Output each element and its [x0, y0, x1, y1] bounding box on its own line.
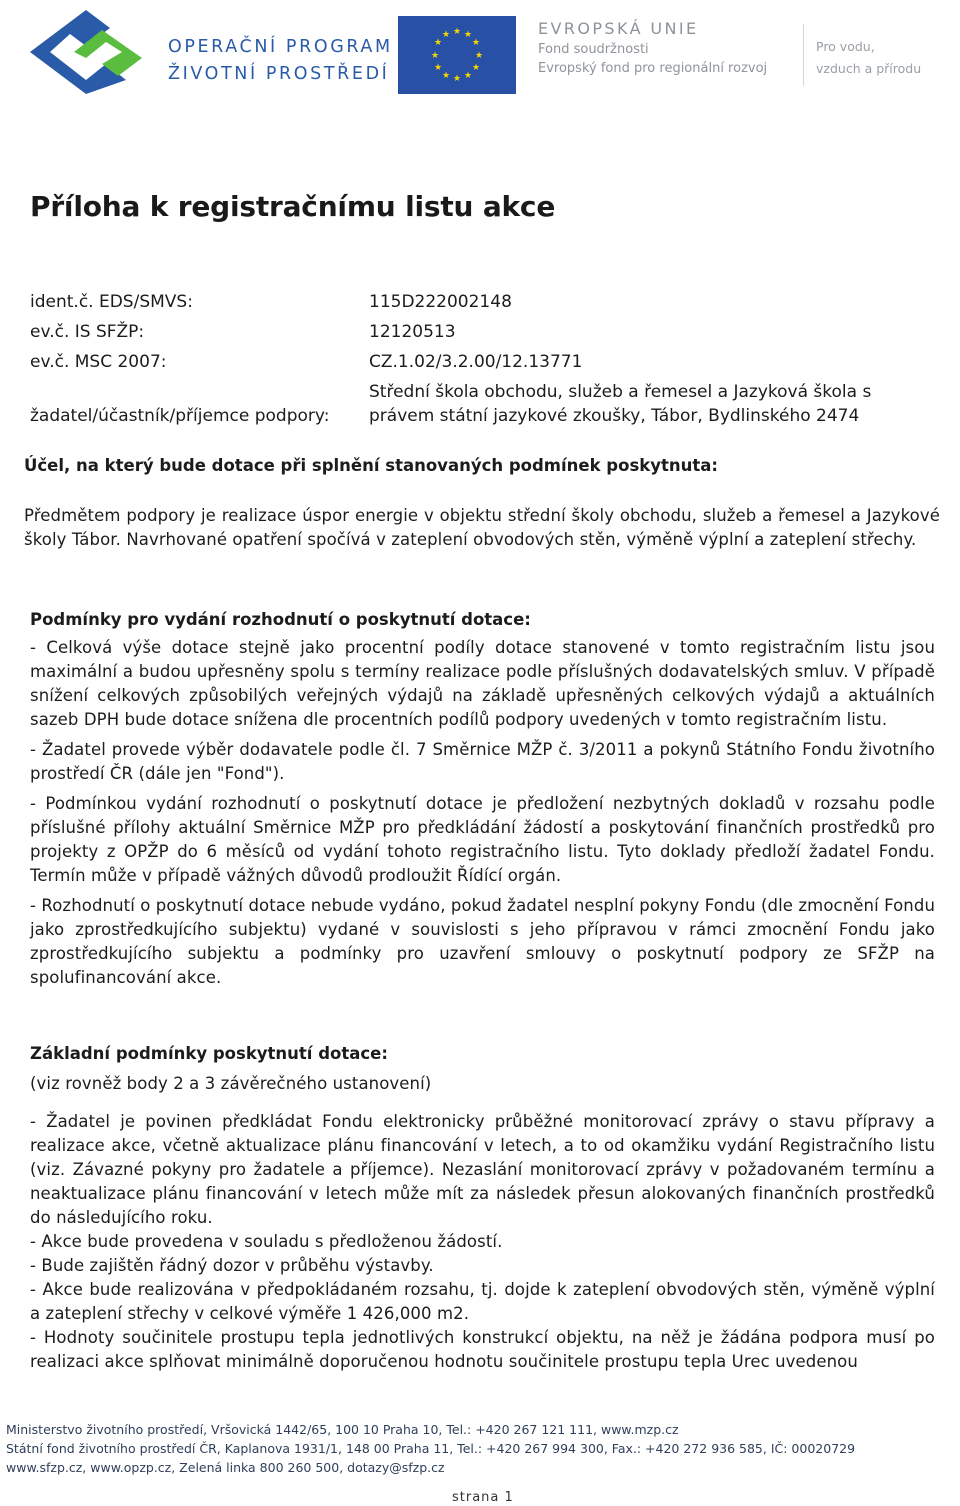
header-divider	[803, 24, 804, 86]
eds-value: 115D222002148	[369, 292, 512, 312]
svg-text:★: ★	[471, 63, 481, 73]
purpose-text	[24, 504, 940, 552]
page-number: strana 1	[452, 1490, 514, 1505]
footer	[6, 1420, 855, 1477]
opzp-line-1: OPERAČNÍ PROGRAM	[168, 37, 393, 57]
footer-line-2: Státní fond životního prostředí ČR, Kaplanova 1931/1, 148 00 Praha 11, Tel.: +420 267 994 300, Fax.: +420 272 936 585, IČ: 00020729	[6, 1441, 856, 1456]
opzp-line-2: ŽIVOTNÍ PROSTŘEDÍ	[168, 64, 390, 84]
eu-fund-2: Evropský fond pro regionální rozvoj	[538, 61, 768, 76]
conditions-list	[30, 636, 935, 990]
conditions-item: - Rozhodnutí o poskytnutí dotace nebude vydáno, pokud žadatel nesplní pokyny Fondu (dle zmocnění Fondu jako zprostředkujícího subjektu) vydané v souvislosti s jeho přípravou v rámci zmocnění Fondu jako zprostředkujícího subjektu a podmínky pro uzavření smlouvy o poskytnutí podpory ze SFŽP na spolufinancování akce.	[30, 896, 935, 987]
applicant-value-line-1: Střední škola obchodu, služeb a řemesel a Jazyková škola s	[369, 382, 872, 402]
basic-item: - Bude zajištěn řádný dozor v průběhu výstavby.	[30, 1256, 434, 1275]
svg-text:★: ★	[463, 30, 473, 40]
opzp-wordmark	[168, 34, 393, 88]
conditions-item: - Podmínkou vydání rozhodnutí o poskytnutí dotace je předložení nezbytných dokladů v rozsahu podle příslušné přílohy aktuální Směrnice MŽP pro předkládání žádostí a poskytování finančních prostředků pro projekty z OPŽP do 6 měsíců od vydání tohoto registračního listu. Tyto doklady předloží žadatel Fondu. Termín může v případě vážných důvodů prodloužit Řídící orgán.	[30, 794, 935, 885]
sfzp-value: 12120513	[369, 322, 456, 342]
basic-item: - Hodnoty součinitele prostupu tepla jednotlivých konstrukcí objektu, na něž je žádána podpora musí po realizaci akce splňovat minimálně doporučenou hodnotu součinitele prostupu tepla Urec uvedenou	[30, 1328, 935, 1371]
eu-wordmark	[538, 18, 767, 78]
motto	[816, 36, 921, 80]
svg-text:★: ★	[471, 38, 481, 48]
applicant-value-line-2: právem státní jazykové zkoušky, Tábor, Bydlinského 2474	[369, 406, 860, 426]
basic-heading: Základní podmínky poskytnutí dotace:	[30, 1044, 388, 1063]
motto-line-2: vzduch a přírodu	[816, 61, 922, 76]
svg-text:★: ★	[430, 51, 440, 61]
basic-list	[30, 1110, 935, 1374]
eds-label: ident.č. EDS/SMVS:	[30, 292, 193, 312]
sfzp-label: ev.č. IS SFŽP:	[30, 322, 145, 342]
purpose-paragraph: Předmětem podpory je realizace úspor energie v objektu střední školy obchodu, služeb a řemesel a Jazykové školy Tábor. Navrhované opatření spočívá v zateplení obvodových stěn, výměně výplní a zateplení střechy.	[24, 506, 940, 549]
eu-flag-icon	[398, 16, 516, 94]
eu-fund-1: Fond soudržnosti	[538, 42, 649, 57]
applicant-label: žadatel/účastník/příjemce podpory:	[30, 406, 330, 426]
basic-subheading: (viz rovněž body 2 a 3 závěrečného ustanovení)	[30, 1074, 432, 1093]
footer-line-3: www.sfzp.cz, www.opzp.cz, Zelená linka 800 260 500, dotazy@sfzp.cz	[6, 1460, 445, 1475]
svg-text:★: ★	[474, 51, 484, 61]
conditions-heading: Podmínky pro vydání rozhodnutí o poskytnutí dotace:	[30, 610, 531, 629]
basic-item: - Žadatel je povinen předkládat Fondu elektronicky průběžné monitorovací zprávy o stavu přípravy a realizace akce, včetně aktualizace plánu financování v letech, a to od okamžiku vydání Registračního listu (viz. Závazné pokyny pro žadatele a příjemce). Nezaslání monitorovací zprávy v požadovaném termínu a neaktualizace plánu financování v letech může mít za následek přesun alokovaných finančních prostředků do následujícího roku.	[30, 1112, 935, 1227]
conditions-item: - Žadatel provede výběr dodavatele podle čl. 7 Směrnice MŽP č. 3/2011 a pokynů Státního Fondu životního prostředí ČR (dále jen "Fond").	[30, 740, 935, 783]
svg-text:★: ★	[433, 63, 443, 73]
msc-value: CZ.1.02/3.2.00/12.13771	[369, 352, 583, 372]
eu-title: EVROPSKÁ UNIE	[538, 19, 699, 38]
motto-line-1: Pro vodu,	[816, 39, 875, 54]
page-title: Příloha k registračnímu listu akce	[30, 190, 556, 223]
svg-text:★: ★	[452, 27, 462, 37]
svg-text:★: ★	[463, 71, 473, 81]
footer-line-1: Ministerstvo životního prostředí, Vršovická 1442/65, 100 10 Praha 10, Tel.: +420 267 121 111, www.mzp.cz	[6, 1422, 679, 1437]
basic-item: - Akce bude realizována v předpokládaném rozsahu, tj. dojde k zateplení obvodových stěn, výměně výplní a zateplení střechy v celkové výměře 1 426,000 m2.	[30, 1280, 935, 1323]
basic-item: - Akce bude provedena v souladu s předloženou žádostí.	[30, 1232, 503, 1251]
purpose-heading: Účel, na který bude dotace při splnění stanovaných podmínek poskytnuta:	[24, 456, 719, 475]
svg-text:★: ★	[441, 71, 451, 81]
conditions-item: - Celková výše dotace stejně jako procentní podíly dotace stanovené v tomto registračním listu jsou maximální a budou upřesněny spolu s termíny realizace podle příslušných dodavatelských smluv. V případě snížení celkových způsobilých veřejných výdajů na základě upřesněných celkových výdajů a aktuálních sazeb DPH bude dotace snížena dle procentních podílů podpory uvedených v tomto registračním listu.	[30, 638, 935, 729]
opzp-logo	[22, 6, 150, 98]
svg-text:★: ★	[441, 30, 451, 40]
msc-label: ev.č. MSC 2007:	[30, 352, 167, 372]
svg-text:★: ★	[433, 38, 443, 48]
svg-text:★: ★	[452, 74, 462, 84]
